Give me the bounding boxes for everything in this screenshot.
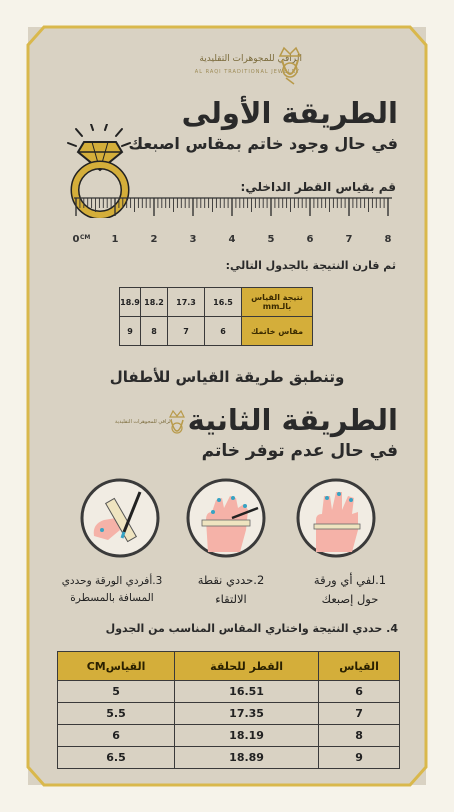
table-cell: 18.19 bbox=[175, 725, 319, 747]
table-cell: 6 bbox=[205, 317, 242, 346]
wrap-paper-illustration-icon bbox=[296, 478, 376, 558]
table-row bbox=[120, 317, 313, 346]
instruction-measure: قم بقياس القطر الداخلي: bbox=[240, 180, 396, 194]
table-cell: 9 bbox=[120, 317, 141, 346]
ring-size-table bbox=[119, 287, 313, 346]
step2-line2: الالتقاء bbox=[215, 592, 247, 606]
size-table-header bbox=[58, 652, 400, 681]
brand-name-ar: الراقي للمجوهرات التقليدية bbox=[199, 54, 302, 64]
table-cell: 17.3 bbox=[168, 288, 205, 317]
brand-logo-small bbox=[90, 410, 176, 440]
crown-logo-icon bbox=[272, 42, 308, 88]
table-cell: 17.35 bbox=[175, 703, 319, 725]
table-cell: 6.5 bbox=[58, 747, 175, 769]
table-row bbox=[58, 725, 400, 747]
kids-note: وتنطبق طريقة القياس للأطفال bbox=[109, 368, 345, 386]
ruler-label: 8 bbox=[384, 234, 392, 245]
table-cell: 8 bbox=[141, 317, 168, 346]
ruler-label: 0 bbox=[72, 234, 80, 245]
table-row bbox=[58, 747, 400, 769]
table-cell: 6 bbox=[319, 681, 400, 703]
brand-name-small: الراقي للمجوهرات التقليدية bbox=[115, 419, 172, 425]
table-cell: 5 bbox=[58, 681, 175, 703]
step4-instruction: 4. حددي النتيجة واختاري المقاس المناسب من الجدول bbox=[105, 622, 398, 635]
table-cell: 7 bbox=[168, 317, 205, 346]
size-header-cell: القياسCM bbox=[58, 652, 175, 681]
step1-line1: 1.لفي أي ورقة bbox=[313, 573, 387, 587]
ruler-label: 1 bbox=[111, 234, 119, 245]
ruler-label: 6 bbox=[306, 234, 314, 245]
table-cell: 5.5 bbox=[58, 703, 175, 725]
crown-logo-small-icon bbox=[166, 408, 188, 442]
table-cell: 16.51 bbox=[175, 681, 319, 703]
instruction-compare: ثم قارن النتيجة بالجدول التالي: bbox=[225, 259, 396, 272]
table-cell: 18.2 bbox=[141, 288, 168, 317]
mark-point-illustration-icon bbox=[186, 478, 266, 558]
size-header-cell: القطر للحلقة bbox=[175, 652, 319, 681]
step3-line1: 3.أفردي الورقة وحددي bbox=[61, 575, 163, 587]
ruler-measure-illustration-icon bbox=[80, 478, 160, 558]
ruler-icon bbox=[70, 196, 400, 248]
table-cell: 16.5 bbox=[205, 288, 242, 317]
table-row bbox=[58, 703, 400, 725]
method1-subtitle: في حال وجود خاتم بمقاس اصبعك bbox=[128, 134, 398, 153]
table-cell: 9 bbox=[319, 747, 400, 769]
brand-name-en: AL RAQI TRADITIONAL JEWELRY bbox=[194, 69, 300, 75]
method2-subtitle: في حال عدم توفر خاتم bbox=[201, 441, 398, 461]
step3-caption bbox=[48, 573, 176, 607]
table-cell: 18.89 bbox=[175, 747, 319, 769]
method2-title: الطريقة الثانية bbox=[187, 403, 398, 437]
table-cell: 18.9 bbox=[120, 288, 141, 317]
ruler-label: 2 bbox=[150, 234, 158, 245]
ruler-label: 7 bbox=[345, 234, 353, 245]
table-cell: 6 bbox=[58, 725, 175, 747]
table-row bbox=[58, 681, 400, 703]
ruler-label: 4 bbox=[228, 234, 236, 245]
step3-line2: المسافة بالمسطرة bbox=[70, 592, 154, 604]
size-header-cell: القياس bbox=[319, 652, 400, 681]
step1-line2: حول إصبعك bbox=[321, 592, 379, 606]
ruler-label: 5 bbox=[267, 234, 275, 245]
step2-line1: 2.حددي نقطة bbox=[197, 573, 265, 587]
method1-title: الطريقة الأولى bbox=[181, 96, 398, 130]
table-header-mm: نتيجة القياس بالـmm bbox=[242, 288, 313, 317]
table-header-size: مقاس خاتمك bbox=[242, 317, 313, 346]
size-table bbox=[57, 651, 400, 769]
step2-caption bbox=[170, 571, 292, 609]
ruler-unit: CM bbox=[80, 234, 91, 241]
table-row bbox=[120, 288, 313, 317]
step1-caption bbox=[290, 571, 410, 609]
table-cell: 7 bbox=[319, 703, 400, 725]
ruler-label: 3 bbox=[189, 234, 197, 245]
table-cell: 8 bbox=[319, 725, 400, 747]
